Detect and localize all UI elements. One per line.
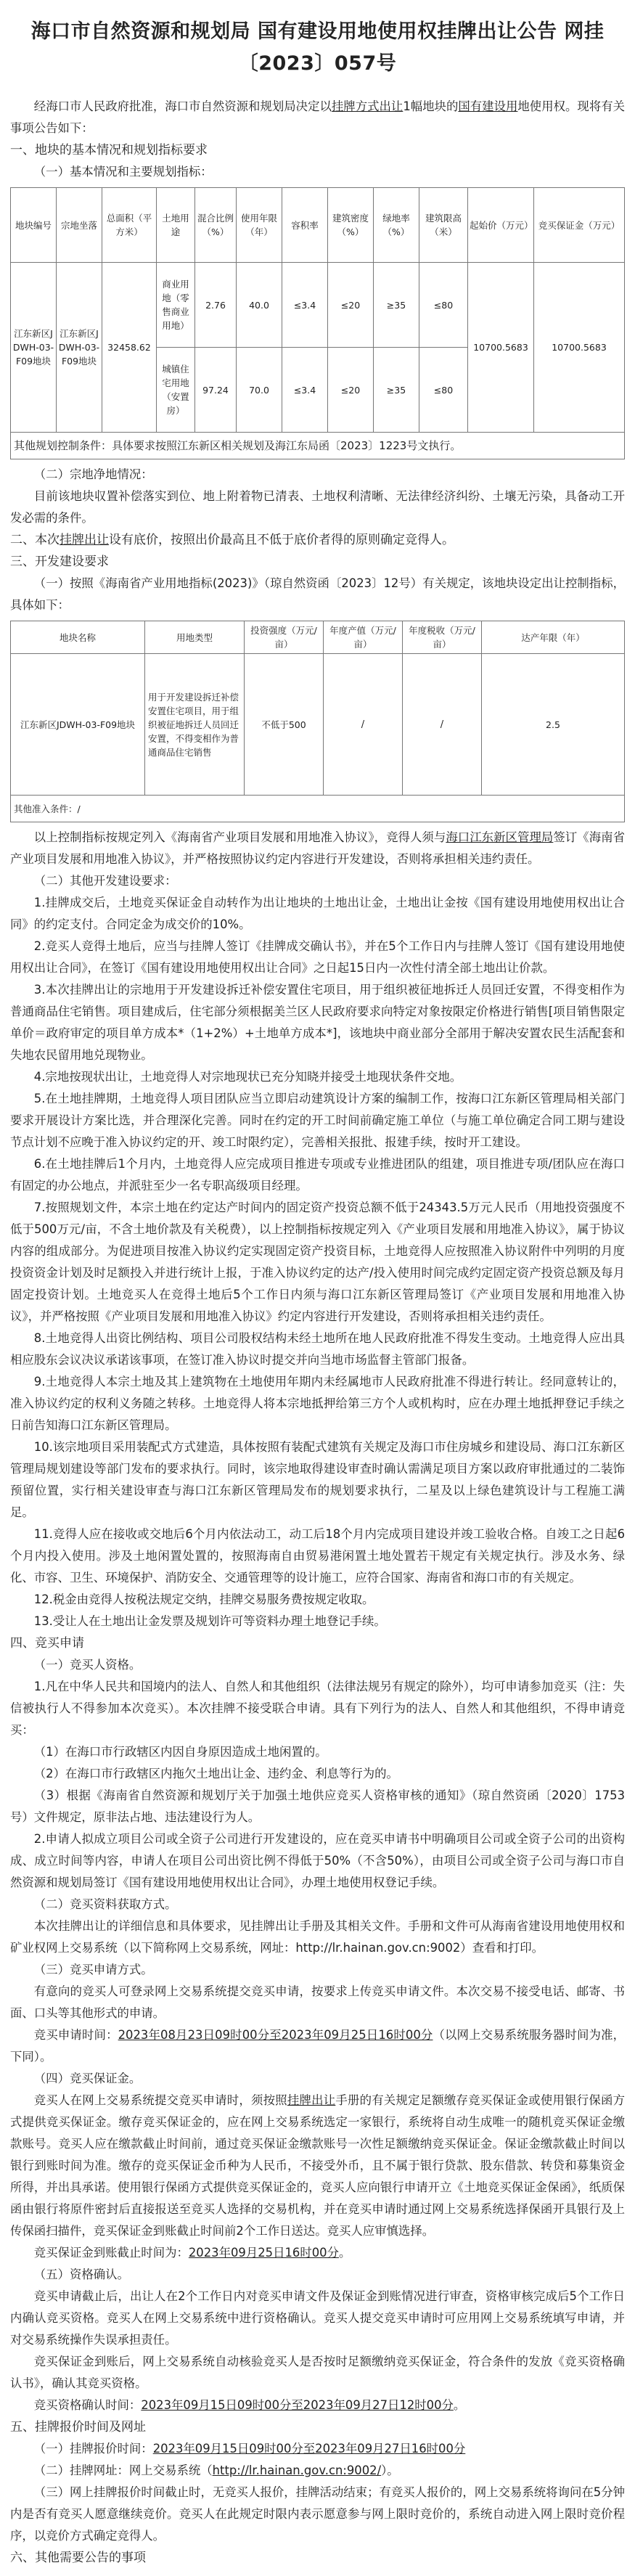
requirement-item: 6.在土地挂牌后1个月内，土地竞得人应完成项目推进专项或专业推进团队的组建，项目推进专项/团队应在海口有固定的办公地点，并派驻至少一名专职高级项目经理。 (10, 1157, 625, 1193)
section-5-p2 (10, 2460, 625, 2482)
land-indicator-table (10, 187, 625, 459)
deposit-deadline-end: 。 (338, 2246, 351, 2260)
section-3-sub-1: （一）按照《海南省产业用地指标(2023)》（琼自然资函〔2023〕12号）有关规定，该地块设定出让控制指标，具体如下： (10, 576, 625, 612)
section-2-paragraph (10, 529, 625, 551)
section-4-p4: 有意向的竞买人可登录网上交易系统提交竞买申请，按要求上传竞买申请文件。本次交易不接受电话、邮寄、书面、口头等其他形式的申请。 (10, 1984, 625, 2020)
section-2-method: 挂牌出让 (60, 533, 109, 547)
requirement-item: 1.挂牌成交后，土地竞买保证金自动转作为出让地块的土地出让金，土地出让金按《国有建设用地使用权出让合同》的约定支付。合同定金为成交价的10%。 (10, 896, 625, 931)
header-cell: 投资强度（万元/亩） (245, 621, 324, 654)
access-note-cell: 其他准入条件：/ (11, 796, 625, 822)
header-cell: 年度税收（万元/亩） (403, 621, 482, 654)
bid-site-end: ）。 (381, 2463, 399, 2477)
use-years-cell: 40.0 (237, 263, 282, 348)
section-4-p1c: （3）根据《海南省自然资源和规划厅关于加强土地供应竞买人资格审核的通知》（琼自然资函〔2020〕1753号）文件规定，原非法占地、违法建设行为人。 (10, 1788, 625, 1824)
header-cell: 年度产值（万元/亩） (324, 621, 403, 654)
requirement-item: 11.竞得人应在接收或交地后6个月内依法动工，动工后18个月内完成项目建设并竣工验收合格。自竣工之日起6个月内投入使用。涉及土地闲置处置的，按照海南自由贸易港闲置土地处置若干规定有关规定执行。涉及水务、绿化、市容、卫生、环境保护、消防安全、交通管理等的设计施工，应符合国家、海南省和海口市的有关规定。 (10, 1527, 625, 1585)
green-ratio-cell: ≥35 (374, 263, 419, 348)
trading-system-link[interactable]: http://lr.hainan.gov.cn:9002）查看和打印。 (295, 1941, 544, 1955)
annual-tax-cell: / (403, 654, 482, 796)
section-5-p1 (10, 2438, 625, 2460)
header-cell: 建筑密度（%） (328, 188, 374, 263)
land-type-cell: 用于开发建设拆迁补偿安置住宅项目，用于组织被征地拆迁人员回迁安置，不得变相作为普通商品住宅销售 (145, 654, 245, 796)
section-2-post: 设有底价，按照出价最高且不低于底价者得的原则确定竞得人。 (109, 533, 454, 547)
page-title: 海口市自然资源和规划局 国有建设用地使用权挂牌出让公告 网挂〔2023〕057号 (30, 20, 605, 75)
invest-intensity-cell: 不低于500 (245, 654, 324, 796)
start-price-cell: 10700.5683 (468, 263, 534, 433)
qualification-time-end: 。 (453, 2398, 466, 2412)
section-5-p3: （三）网上挂牌报价时间截止时，无竞买人报价，挂牌活动结束；有竞买人报价的，网上交易系统将询问在5分钟内是否有竞买人愿意继续竞价。竞买人在此规定时限内表示愿意参与网上限时竞价的，系统自动进入网上限时竞价程序，以竞价方式确定竞得人。 (10, 2485, 625, 2543)
requirement-item: 3.本次挂牌出让的宗地用于开发建设拆迁补偿安置住宅项目，用于组织被征地拆迁人员回迁安置，不得变相作为普通商品住宅销售。项目建成后，住宅部分须根据美兰区人民政府要求向特定对象按限定价格进行销售[项目销售限定单价＝政府审定的项目单方成本*（1+2%）+土地单方成本*]，该地块中商业部分全部用于解决安置农民生活配套和失地农民留用地兑现物业。 (10, 983, 625, 1062)
apply-time-value: 2023年08月23日09时00分至2023年09月25日16时00分 (118, 2028, 433, 2042)
header-cell: 起始价（万元） (468, 188, 534, 263)
density-cell: ≤20 (328, 263, 374, 348)
production-years-cell: 2.5 (482, 654, 625, 796)
apply-time-note: （以网上交易系统服务器时间为准，下同）。 (10, 2028, 626, 2064)
section-1-heading: 一、地块的基本情况和规划指标要求 (10, 143, 208, 158)
requirement-item: 10.该宗地项目采用装配式方式建造，具体按照有装配式建筑有关规定及海口市住房城乡和建设局、海口江东新区管理局规划建设等部门发布的要求执行。同时，该宗地取得建设审查时确认需满足项目方案以政府审批通过的二装饰预留位置，实行相关建设审查与海口江东新区管理局发布的规划要求执行，二星及以上绿色建筑设计与工程施工满足。 (10, 1440, 625, 1519)
section-4-p8: 竞买申请截止后，出让人在2个工作日内对竞买申请文件及保证金到账情况进行审查，资格审核完成后5个工作日内确认竞买资格。竞买人在网上交易系统中进行资格确认。竞买人提交竞买申请时可应用网上交易系统填写申请，并对交易系统操作失误承担责任。 (10, 2289, 625, 2347)
planning-note-cell: 其他规划控制条件：具体要求按照江东新区相关规划及海江东局函〔2023〕1223号文执行。 (11, 433, 625, 459)
table-header-row (11, 621, 625, 654)
height-limit-cell: ≤80 (419, 263, 468, 348)
section-4-p1b: （2）在海口市行政辖区内拖欠土地出让金、违约金、利息等行为的。 (33, 1767, 398, 1780)
section-3-paragraph (10, 827, 625, 870)
section-4-p9: 竞买保证金到账后，网上交易系统自动核验竞买人是否按时足额缴纳竞买保证金，符合条件的发放《竞买资格确认书》，确认其竞买资格。 (10, 2355, 625, 2390)
table-note-row (11, 433, 625, 459)
requirement-item: 13.受让人在土地出让金发票及规划许可等资料办理土地登记手续。 (33, 1614, 386, 1628)
table-row (11, 263, 625, 348)
section-2-pre: 二、本次 (10, 533, 60, 547)
requirement-item: 7.按照规划文件，本宗土地在约定达产时间内的固定资产投资总额不低于24343.5万元人民币（用地投资强度不低于500万元/亩，不含土地价款及有关税费），以上控制指标按规定列入《产业项目发展和用地准入协议》，属于协议内容的组成部分。为促进项目按准入协议约定实现固定资产投资目标，土地竞得人应按照准入协议附件中列明的月度投资资金计划及时足额投入并进行统计上报，于准入协议约定的达产/投入使用时间完成约定固定资产投资总额及每月固定投资计划。土地竞买人在竞得土地后5个工作日内须与海口江东新区管理局签订《产业项目发展和用地准入协议》，并严格按照《产业项目发展和用地准入协议》约定内容进行开发建设，否则将承担相关违约责任。 (10, 1201, 625, 1323)
section-4-p1a: （1）在海口市行政辖区内因自身原因造成土地闲置的。 (33, 1745, 327, 1759)
header-cell: 总面积（平方米） (102, 188, 157, 263)
section-6-heading: 六、其他需要公告的事项 (10, 2551, 146, 2565)
qualification-time-value: 2023年09月15日09时00分至2023年09月27日12时00分 (141, 2398, 454, 2412)
header-cell: 地块编号 (11, 188, 57, 263)
table-header-row (11, 188, 625, 263)
deposit-text-method: 挂牌出让 (287, 2093, 336, 2107)
use-years-cell: 70.0 (237, 348, 282, 433)
intro-text-mid: 1幅地块的 (403, 99, 459, 113)
section-4-p10 (10, 2395, 625, 2416)
deposit-deadline-label: 竞买保证金到账截止时间为： (33, 2246, 189, 2260)
section-3-p1-agency: 海口江东新区管理局 (446, 830, 554, 844)
mix-ratio-cell: 2.76 (195, 263, 237, 348)
section-1-sub-2: （二）宗地净地情况： (33, 467, 153, 481)
land-use-cell: 商业用地（零售商业用地） (157, 263, 195, 348)
section-1-sub-1: （一）基本情况和主要规划指标： (33, 165, 213, 179)
green-ratio-cell: ≥35 (374, 348, 419, 433)
table-note-row (11, 796, 625, 822)
deposit-text-post: 手册的有关规定足额缴存竞买保证金或使用银行保函方式提供竞买保证金。缴存竞买保证金的，应在网上交易系统选定一家银行，系统将自动生成唯一的随机竞买保证金缴款账号。竞买人应在缴款截止时间前，通过竞买保证金缴款账号一次性足额缴纳竞买保证金。保证金缴款截止时间以银行到账时间为准。缴存的竞买保证金币种为人民币，不接受外币，且不属于银行贷款、股东借款、转贷和募集资金所得，并出具承诺。使用银行保函方式提供竞买保证金的，竞买人应向银行申请开立《土地竞买保证金保函》，纸质保函由银行将原件密封后直接报送至竞买人选择的交易机构，并在竞买申请时通过网上交易系统选择保函开具银行及上传保函扫描件，竞买保证金到账截止时间前2个工作日送达。竞买人应审慎选择。 (10, 2093, 626, 2238)
section-4-p7 (10, 2242, 625, 2264)
intro-text-method: 挂牌方式出让 (331, 99, 403, 113)
section-3-heading: 三、开发建设要求 (10, 555, 109, 569)
section-4-sub-5: （五）资格确认。 (33, 2268, 129, 2281)
plot-name-cell: 江东新区JDWH-03-F09地块 (11, 654, 145, 796)
header-cell: 混合比例（%） (195, 188, 237, 263)
header-cell: 地块名称 (11, 621, 145, 654)
section-4-p5 (10, 2024, 625, 2068)
header-cell: 竞买保证金（万元） (534, 188, 625, 263)
requirement-item: 9.土地竞得人本宗土地及其上建筑物在土地使用年期内未经属地市人民政府批准不得进行转让。经同意转让的，准入协议约定的权利义务随之转移。土地竞得人将本宗地抵押给第三方个人或机构时，应在办理土地抵押登记手续之日前告知海口江东新区管理局。 (10, 1375, 625, 1432)
land-location-cell: 江东新区JDWH-03-F09地块 (57, 263, 102, 433)
section-4-p2: 2.申请人拟成立项目公司或全资子公司进行开发建设的，应在竞买申请书中明确项目公司或全资子公司的出资构成、成立时间等内容，申请人在项目公司出资比例不得低于50%（不含50%），由项目公司或全资子公司与海口市自然资源和规划局签订《国有建设用地使用权出让合同》，办理土地使用权登记手续。 (10, 1832, 625, 1889)
far-cell: ≤3.4 (282, 263, 328, 348)
header-cell: 达产年限（年） (482, 621, 625, 654)
deposit-text-pre: 竞买人在网上交易系统提交竞买申请时，须按照 (33, 2093, 287, 2107)
requirement-item: 8.土地竞得人出资比例结构、项目公司股权结构未经土地所在地人民政府批准不得发生变动。土地竞得人应出具相应股东会议决议承诺该事项，在签订准入协议时提交并向当地市场监督主管部门报备。 (10, 1331, 625, 1367)
apply-time-label: 竞买申请时间： (33, 2028, 118, 2042)
bid-site-link[interactable]: http://lr.hainan.gov.cn:9002/ (212, 2463, 382, 2477)
header-cell: 用地类型 (145, 621, 245, 654)
height-limit-cell: ≤80 (419, 348, 468, 433)
requirement-item: 2.竞买人竞得土地后，应当与挂牌人签订《挂牌成交确认书》，并在5个工作日内与挂牌人签订《国有建设用地使用权出让合同》，在签订《国有建设用地使用权出让合同》之日起15日内一次性付清全部土地出让价款。 (10, 939, 625, 975)
annual-output-cell: / (324, 654, 403, 796)
section-4-sub-4: （四）竞买保证金。 (33, 2072, 142, 2085)
far-cell: ≤3.4 (282, 348, 328, 433)
requirement-item: 4.宗地按现状出让，土地竞得人对宗地现状已充分知晓并接受土地现状条件交地。 (33, 1070, 462, 1084)
section-5-heading: 五、挂牌报价时间及网址 (10, 2420, 146, 2434)
header-cell: 使用年限（年） (237, 188, 282, 263)
section-4-sub-1: （一）竞买人资格。 (33, 1658, 142, 1672)
table-row (11, 654, 625, 796)
requirement-item: 5.在土地挂牌期，土地竞得人项目团队应当立即启动建筑设计方案的编制工作，按海口江东新区管理局相关部门要求开展设计方案比选，并合理深化完善。同时在约定的开工时间前确定施工单位（与施工单位确定合同工期与建设节点计划不应晚于准入协议约定的开、竣工时限约定），完善相关报批、报建手续，按时开工建设。 (10, 1092, 625, 1149)
intro-text-land: 国有建设用 (458, 99, 518, 113)
land-id-cell: 江东新区JDWH-03-F09地块 (11, 263, 57, 433)
deposit-deadline-value: 2023年09月25日16时00分 (188, 2246, 339, 2260)
requirement-item: 12.税金由竞得人按税法规定交纳，挂牌交易服务费按规定收取。 (33, 1592, 374, 1606)
section-3-p1-post: 签订《海南省产业项目发展和用地准入协议》，并严格按照协议约定内容进行开发建设，否则将承担相关违约责任。 (10, 830, 625, 866)
bid-time-label: （一）挂牌报价时间： (33, 2442, 153, 2456)
section-4-p1: 1.凡在中华人民共和国境内的法人、自然人和其他组织（法律法规另有规定的除外），均可申请参加竞买（注：失信被执行人不得参加本次竞买）。本次挂牌不接受联合申请。具有下列行为的法人、自然人和其他组织，不得申请竞买： (10, 1680, 625, 1737)
bid-site-label: （二）挂牌网址：网上交易系统（ (33, 2463, 213, 2477)
header-cell: 绿地率（%） (374, 188, 419, 263)
intro-text-post: 地使用权。现将有关事项公告如下： (10, 99, 626, 135)
section-4-p3 (10, 1915, 625, 1959)
header-cell: 容积率 (282, 188, 328, 263)
industry-indicator-table (10, 621, 625, 822)
header-cell: 土地用途 (157, 188, 195, 263)
mix-ratio-cell: 97.24 (195, 348, 237, 433)
density-cell: ≤20 (328, 348, 374, 433)
intro-text-pre: 经海口市人民政府批准，海口市自然资源和规划局决定以 (33, 99, 332, 113)
bid-time-value: 2023年09月15日09时00分至2023年09月27日16时00分 (152, 2442, 466, 2456)
section-4-heading: 四、竞买申请 (10, 1636, 84, 1651)
header-cell: 建筑限高（米） (419, 188, 468, 263)
section-3-p1: 以上控制指标按规定列入《海南省产业项目发展和用地准入协议》，竞得人须与 (33, 830, 446, 844)
header-cell: 宗地坐落 (57, 188, 102, 263)
deposit-cell: 10700.5683 (534, 263, 625, 433)
section-4-sub-2: （二）竞买资料获取方式。 (33, 1897, 177, 1911)
land-area-cell: 32458.62 (102, 263, 157, 433)
land-use-cell: 城镇住宅用地（安置房） (157, 348, 195, 433)
section-1-sub-2-text: 目前该地块収置补偿落实到位、地上附着物已清表、土地权利清晰、无法律经济纠纷、土壤无污染，具备动工开发必需的条件。 (10, 489, 625, 525)
section-4-sub-3: （三）竞买申请方式。 (33, 1963, 153, 1976)
section-4-p6 (10, 2090, 625, 2242)
qualification-time-label: 竞买资格确认时间： (33, 2398, 142, 2412)
section-4-p3-text: 本次挂牌出让的详细信息和具体要求，见挂牌出让手册及其相关文件。手册和文件可从海南省建设用地使用权和矿业权网上交易系统（以下简称网上交易系统，网址： (10, 1919, 625, 1955)
section-3-sub-2: （二）其他开发建设要求： (33, 874, 177, 888)
intro-paragraph (10, 96, 625, 139)
